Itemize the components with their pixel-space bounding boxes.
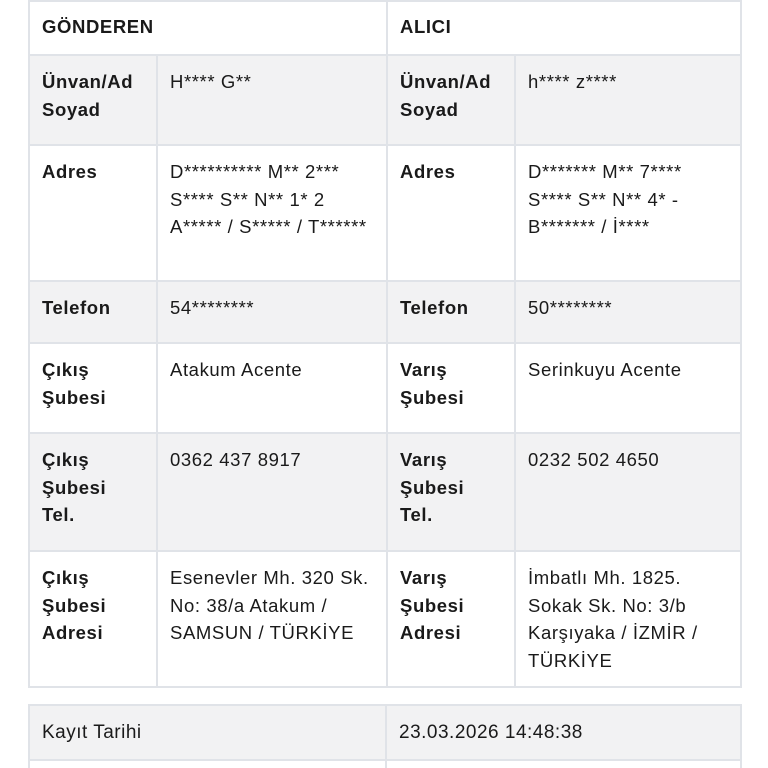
sender-branch-phone-value: 0362 437 8917 (157, 433, 387, 551)
table-row-branch-address (29, 551, 741, 687)
receiver-phone-value: 50******** (515, 281, 741, 343)
receiver-name-label: Ünvan/Ad Soyad (387, 55, 515, 145)
table-row-phone (29, 281, 741, 343)
receiver-branch-address-label: Varış Şubesi Adresi (387, 551, 515, 687)
record-info-table (28, 704, 742, 768)
receiver-header: ALICI (387, 1, 741, 55)
table-row-branch-phone (29, 433, 741, 551)
table-row-address (29, 145, 741, 281)
receiver-branch-value: Serinkuyu Acente (515, 343, 741, 433)
sender-branch-phone-label: Çıkış Şubesi Tel. (29, 433, 157, 551)
receiver-phone-label: Telefon (387, 281, 515, 343)
sender-header: GÖNDEREN (29, 1, 387, 55)
sender-receiver-table (28, 0, 742, 688)
table-row-name (29, 55, 741, 145)
partial-cell-right (386, 760, 741, 768)
sender-name-value: H**** G** (157, 55, 387, 145)
partial-cell-left (29, 760, 386, 768)
table-row-record-date (29, 705, 741, 760)
sender-name-label: Ünvan/Ad Soyad (29, 55, 157, 145)
sender-branch-address-label: Çıkış Şubesi Adresi (29, 551, 157, 687)
receiver-name-value: h**** z**** (515, 55, 741, 145)
record-date-label: Kayıt Tarihi (29, 705, 386, 760)
sender-phone-value: 54******** (157, 281, 387, 343)
record-date-value: 23.03.2026 14:48:38 (386, 705, 741, 760)
receiver-branch-phone-label: Varış Şubesi Tel. (387, 433, 515, 551)
sender-branch-label: Çıkış Şubesi (29, 343, 157, 433)
receiver-branch-label: Varış Şubesi (387, 343, 515, 433)
table-row-branch (29, 343, 741, 433)
sender-address-value: D********** M** 2*** S**** S** N** 1* 2 A***** / S***** / T****** (157, 145, 387, 281)
header-row (29, 1, 741, 55)
receiver-branch-phone-value: 0232 502 4650 (515, 433, 741, 551)
sender-branch-value: Atakum Acente (157, 343, 387, 433)
receiver-branch-address-value: İmbatlı Mh. 1825. Sokak Sk. No: 3/b Karşıyaka / İZMİR / TÜRKİYE (515, 551, 741, 687)
sender-address-label: Adres (29, 145, 157, 281)
sender-branch-address-value: Esenevler Mh. 320 Sk. No: 38/a Atakum / SAMSUN / TÜRKİYE (157, 551, 387, 687)
sender-phone-label: Telefon (29, 281, 157, 343)
table-row-partial (29, 760, 741, 768)
receiver-address-label: Adres (387, 145, 515, 281)
receiver-address-value: D******* M** 7**** S**** S** N** 4* - B******* / İ**** (515, 145, 741, 281)
